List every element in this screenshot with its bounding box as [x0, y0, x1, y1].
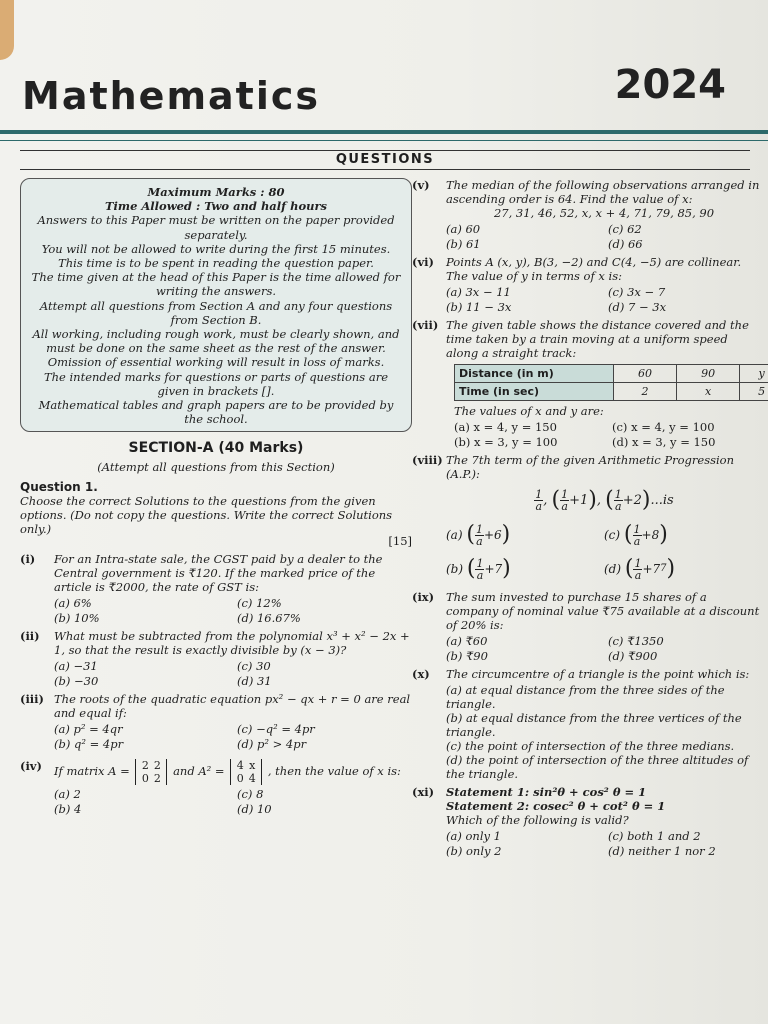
option: (b) −30	[54, 674, 99, 689]
instruction-line: Omission of essential working will result in loss of marks.	[47, 355, 385, 370]
item-text: For an Intra-state sale, the CGST paid by a dealer to the Central government is ₹120. If the marked price of the article is ₹2000, the rate of GST is:	[54, 552, 383, 595]
item-number: (iv)	[20, 759, 42, 774]
fraction: $\frac{1}{a}$	[561, 488, 569, 513]
item-text: The given table shows the distance covered and the time taken by a train moving at a uniform speed along a straight track:	[446, 318, 749, 360]
item-body	[446, 178, 762, 251]
matrix-cell: 0	[236, 772, 244, 786]
option: (d) 66	[608, 237, 643, 251]
matrix-cell: 4	[248, 772, 256, 786]
option: (d) neither 1 nor 2	[608, 844, 716, 858]
instruction-line: Mathematical tables and graph papers are to be provided by the school.	[38, 398, 394, 427]
option: (a) p² = 4qr	[54, 722, 123, 737]
option: (b) q² = 4pr	[54, 737, 124, 752]
question-item	[412, 785, 762, 858]
table-cell: x	[677, 383, 740, 401]
item-number: (x)	[412, 667, 430, 681]
matrix-cell: 2	[153, 772, 161, 786]
page-header	[0, 0, 768, 140]
option: (a) −31	[54, 659, 98, 674]
option: (a) ( $\frac{1}{a}$ +6 )	[446, 522, 511, 548]
distance-time-table	[454, 364, 768, 401]
option: (b) only 2	[446, 844, 502, 858]
option: (c) ₹1350	[608, 634, 664, 648]
options	[446, 518, 762, 586]
option: (b) x = 3, y = 100	[454, 435, 558, 449]
option: (d) 16.67%	[237, 611, 301, 626]
option: (b) 10%	[54, 611, 100, 626]
item-number: (i)	[20, 552, 36, 567]
item-number: (v)	[412, 178, 430, 192]
option: (a) 3x − 11	[446, 285, 511, 299]
fraction: $\frac{1}{a}$	[535, 488, 543, 513]
table-cell: 60	[614, 365, 677, 383]
options	[454, 420, 762, 449]
option: (d) x = 3, y = 150	[612, 435, 716, 449]
option: (a) 2	[54, 787, 81, 802]
instructions-box	[20, 178, 412, 432]
matrix-text-post: , then the value of x is:	[267, 764, 401, 779]
question-item	[412, 590, 762, 663]
right-column	[412, 178, 766, 858]
option: (d) 31	[237, 674, 272, 689]
option: (a) only 1	[446, 829, 501, 843]
matrix-cell: 2	[141, 759, 149, 773]
options	[446, 222, 762, 251]
item-body	[446, 590, 762, 663]
option: (d) ₹900	[608, 649, 658, 663]
option: (c) 62	[608, 222, 642, 236]
questions-banner	[20, 150, 750, 170]
question-item	[412, 178, 762, 251]
left-column	[20, 178, 412, 816]
instruction-line: You will not be allowed to write during the first 15 minutes.	[41, 241, 391, 256]
option: (b) 11 − 3x	[446, 300, 512, 314]
option: (c) both 1 and 2	[608, 829, 701, 843]
item-text: The sum invested to purchase 15 shares of a company of nominal value ₹75 available at a discount of 20% is:	[446, 590, 760, 632]
options	[54, 722, 412, 751]
option: (c) 8	[237, 787, 264, 802]
question-marks: [15]	[388, 534, 412, 549]
options	[446, 634, 762, 663]
table-cell: 5	[740, 383, 768, 401]
options	[54, 787, 412, 816]
option: (a) ₹60	[446, 634, 488, 648]
table-row	[455, 383, 768, 401]
item-number: (ix)	[412, 590, 435, 604]
fraction: $\frac{1}{a}$	[614, 488, 622, 513]
table-cell: 2	[614, 383, 677, 401]
option: (b) ₹90	[446, 649, 488, 663]
year-label: 2024	[614, 62, 726, 108]
matrix-cell: 4	[236, 759, 244, 773]
option: (a) x = 4, y = 150	[454, 420, 557, 434]
options	[54, 596, 412, 625]
section-title: SECTION-A (40 Marks)	[128, 440, 304, 457]
matrix-a-squared	[230, 759, 262, 785]
item-text: The 7th term of the given Arithmetic Progression (A.P.):	[446, 453, 734, 481]
table-cell: 90	[677, 365, 740, 383]
option: (b) 4	[54, 802, 82, 817]
option: (d) p² > 4pr	[237, 737, 307, 752]
options	[54, 659, 412, 688]
item-text: What must be subtracted from the polynomial x³ + x² − 2x + 1, so that the result is exactly divisible by (x − 3)?	[54, 629, 410, 658]
table-followup: The values of x and y are:	[454, 404, 604, 418]
item-number: (viii)	[412, 453, 443, 467]
item-number: (xi)	[412, 785, 435, 799]
section-subtitle: (Attempt all questions from this Section)	[97, 460, 335, 475]
item-body	[446, 785, 762, 858]
instruction-line: This time is to be spent in reading the question paper.	[58, 256, 374, 271]
item-text: Points A (x, y), B(3, −2) and C(4, −5) are collinear. The value of y in terms of x is:	[446, 255, 742, 283]
instruction-line: Attempt all questions from Section A and any four questions from Section B.	[39, 298, 393, 327]
question-heading: Question 1.	[20, 480, 98, 495]
item-text: The median of the following observations arranged in ascending order is 64. Find the value of x:	[446, 178, 760, 206]
question-item	[20, 552, 412, 625]
question-item	[412, 453, 762, 586]
instruction-line: The time given at the head of this Paper is the time allowed for writing the answers.	[31, 270, 401, 299]
statement-2: Statement 2: cosec² θ + cot² θ = 1	[446, 799, 666, 813]
option: (d) 10	[237, 802, 272, 817]
option: (b) at equal distance from the three vertices of the triangle.	[446, 711, 742, 739]
option-letter: (b)	[446, 562, 464, 576]
item-body	[446, 667, 762, 781]
question-item	[412, 667, 762, 781]
instruction-line: Answers to this Paper must be written on the paper provided separately.	[37, 213, 395, 242]
option: (a) 60	[446, 222, 481, 236]
table-header-cell: Distance (in m)	[455, 365, 614, 383]
question-item	[20, 692, 412, 751]
item-body	[54, 552, 412, 625]
item-body	[54, 692, 412, 751]
item-number: (ii)	[20, 629, 40, 644]
item-number: (vii)	[412, 318, 439, 332]
question-item	[412, 255, 762, 314]
item-body	[446, 318, 762, 360]
time-allowed: Time Allowed : Two and half hours	[104, 199, 328, 214]
item-text: The circumcentre of a triangle is the point which is:	[446, 667, 750, 681]
max-marks: Maximum Marks : 80	[147, 185, 285, 199]
option: (c) the point of intersection of the three medians.	[446, 739, 735, 753]
sequence-tail: ...is	[650, 493, 674, 508]
banner-label: QUESTIONS	[335, 152, 435, 167]
subject-title: Mathematics	[22, 74, 321, 118]
option: (b) ( $\frac{1}{a}$ +7 )	[446, 556, 511, 582]
matrix-cell: 0	[141, 772, 149, 786]
item-text: Which of the following is valid?	[446, 813, 629, 827]
option: (c) x = 4, y = 100	[612, 420, 715, 434]
option-letter: (c)	[604, 528, 621, 542]
option: (c) 12%	[237, 596, 282, 611]
option: (d) the point of intersection of the three altitudes of the triangle.	[446, 753, 749, 781]
option: (d) 7 − 3x	[608, 300, 667, 314]
matrix-cell: 2	[153, 759, 161, 773]
table-cell: y	[740, 365, 768, 383]
option: (c) −q² = 4pr	[237, 722, 315, 737]
item-body	[446, 453, 762, 586]
option: (b) 61	[446, 237, 481, 251]
instruction-line: The intended marks for questions or parts of questions are given in brackets [].	[43, 369, 389, 398]
statement-1: Statement 1: sin²θ + cos² θ = 1	[446, 785, 647, 799]
question-item	[20, 629, 412, 688]
option: (a) 6%	[54, 596, 92, 611]
option: (c) 3x − 7	[608, 285, 666, 299]
option: (a) at equal distance from the three sides of the triangle.	[446, 683, 725, 711]
option-letter: (a)	[446, 528, 463, 542]
item-body	[446, 255, 762, 314]
header-rule	[0, 130, 768, 134]
table-header-cell: Time (in sec)	[455, 383, 614, 401]
options	[446, 683, 762, 781]
header-rule-thin	[0, 140, 768, 141]
question-item	[20, 759, 412, 816]
options	[446, 285, 762, 314]
option-letter: (d)	[604, 562, 622, 576]
matrix-cell: x	[249, 759, 256, 773]
option: (c) 30	[237, 659, 271, 674]
question-item	[412, 318, 762, 360]
option: (d) ( $\frac{1}{a}$ +7 7 )	[604, 556, 676, 582]
options	[446, 829, 762, 858]
item-body	[54, 759, 412, 816]
matrix-text-mid: and A² =	[173, 764, 225, 779]
instruction-line: All working, including rough work, must be clearly shown, and must be done on the same sheet as the rest of the answer.	[32, 327, 400, 356]
option: (c) ( $\frac{1}{a}$ +8 )	[604, 522, 668, 548]
table-row	[455, 365, 768, 383]
item-text	[54, 759, 412, 785]
matrix-text-pre: If matrix A =	[54, 764, 130, 779]
item-body	[54, 629, 412, 688]
ap-sequence: $\frac{1}{a}$ , ( $\frac{1}{a}$ +1), ( $\frac{1}{a}$ +2)...is	[535, 487, 674, 513]
question-intro: Choose the correct Solutions to the questions from the given options. (Do not copy the questions. Write the correct Solutions only.)	[20, 494, 393, 537]
item-text: The roots of the quadratic equation px² − qx + r = 0 are real and equal if:	[54, 692, 411, 721]
matrix-a	[135, 759, 167, 785]
item-number: (iii)	[20, 692, 44, 707]
item-number: (vi)	[412, 255, 434, 269]
observations: 27, 31, 46, 52, x, x + 4, 71, 79, 85, 90	[493, 206, 715, 220]
